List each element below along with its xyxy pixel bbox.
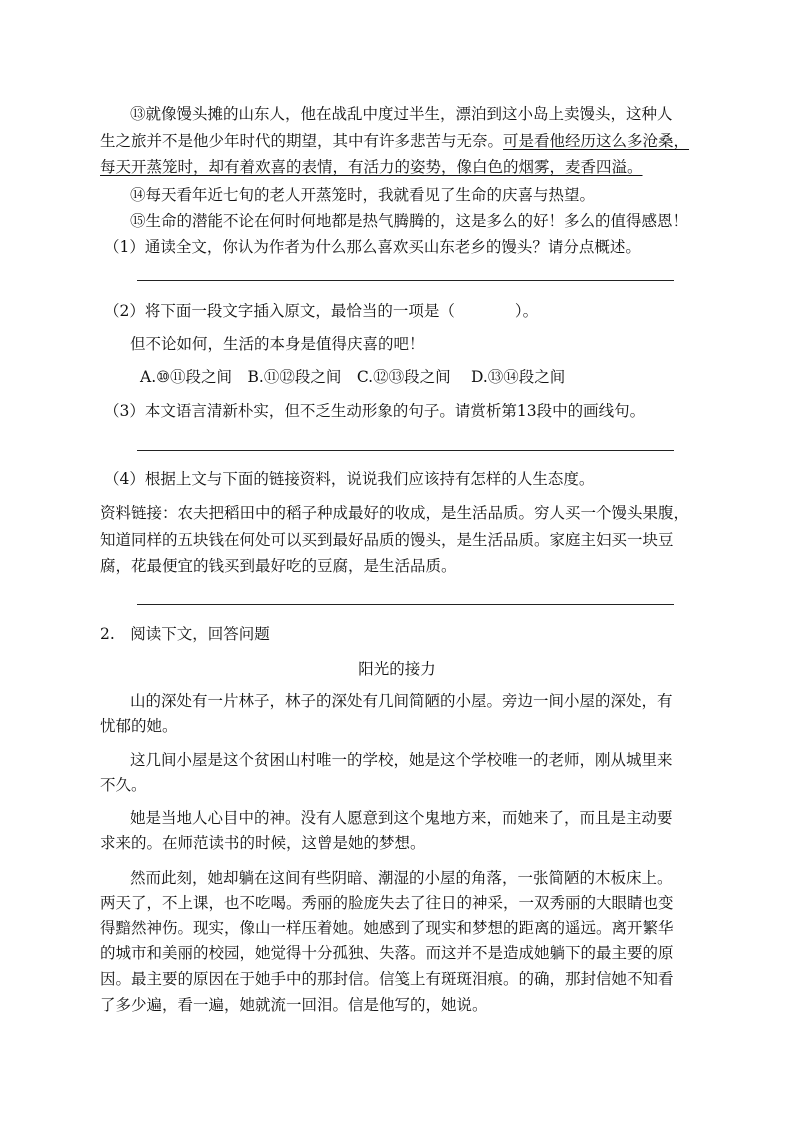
article-title: 阳光的接力 [358,660,436,678]
question-1: （1）通读全文，你认为作者为什么那么喜欢买山东老乡的馒头？请分点概述。 [104,238,641,256]
question-3: （3）本文语言清新朴实，但不乏生动形象的句子。请赏析第13段中的画线句。 [104,402,646,420]
article-para-4-line-1: 然而此刻，她却躺在这间有些阴暗、潮湿的小屋的角落，一张简陋的木板床上。 [130,869,673,887]
article-para-1-line-2: 忧郁的她。 [100,717,178,735]
section-2-heading: 2. 阅读下文，回答问题 [100,625,270,643]
article-para-4-line-4: 的城市和美丽的校园，她觉得十分孤独、失落。而这并不是造成她躺下的最主要的原 [100,944,674,962]
article-para-3-line-2: 求来的。在师范读书的时候，这曾是她的梦想。 [100,834,426,852]
question-2-options: A.⑩⑪段之间 B.⑪⑫段之间 C.⑫⑬段之间 D.⑬⑭段之间 [140,368,566,386]
question-4: （4）根据上文与下面的链接资料，说说我们应该持有怎样的人生态度。 [104,470,595,488]
underlined-sentence-part-2: 每天开蒸笼时，却有着欢喜的表情，有活力的姿势，像白色的烟雾，麦香四溢。 [100,158,643,176]
article-para-4-line-6: 了多少遍，看一遍，她就流一回泪。信是他写的，她说。 [100,996,488,1014]
article-para-2-line-2: 不久。 [100,776,147,794]
article-para-4-line-5: 因。最主要的原因在于她手中的那封信。信笺上有斑斑泪痕。的确，那封信她不知看 [100,970,674,988]
material-line-2: 知道同样的五块钱在何处可以买到最好品质的馒头，是生活品质。家庭主妇买一块豆 [100,531,674,549]
question-2 [104,301,714,321]
answer-line-1 [137,280,674,281]
paragraph-14: ⑭每天看年近七旬的老人开蒸笼时，我就看见了生命的庆喜与热望。 [130,186,596,204]
question-2-suffix: ）。 [514,302,539,320]
question-2-prompt: （2）将下面一段文字插入原文，最恰当的一项是（ [104,302,455,320]
paragraph-13-line-2 [100,131,710,151]
insert-sentence: 但不论如何，生活的本身是值得庆喜的吧！ [130,335,425,353]
paragraph-13-text: 生之旅并不是他少年时代的期望，其中有许多悲苦与无奈。 [100,132,504,150]
article-para-4-line-3: 得黯然神伤。现实，像山一样压着她。她感到了现实和梦想的距离的遥远。离开繁华 [100,919,674,937]
material-line-3: 腐，花最便宜的钱买到最好吃的豆腐，是生活品质。 [100,557,457,575]
article-para-4-line-2: 两天了，不上课，也不吃喝。秀丽的脸庞失去了往日的神采，一双秀丽的大眼睛也变 [100,894,674,912]
underlined-sentence-part-1: 可是看他经历这么多沧桑， [503,132,690,150]
material-line-1: 资料链接：农夫把稻田中的稻子种成最好的收成，是生活品质。穷人买一个馒头果腹， [100,504,690,522]
article-para-3-line-1: 她是当地人心目中的神。没有人愿意到这个鬼地方来，而她来了，而且是主动要 [130,809,673,827]
paragraph-15: ⑮生命的潜能不论在何时何地都是热气腾腾的，这是多么的好！多么的值得感恩！ [130,212,689,230]
article-para-2-line-1: 这几间小屋是这个贫困山村唯一的学校，她是这个学校唯一的老师，刚从城里来 [130,751,673,769]
paragraph-13-line-1: ⑬就像馒头摊的山东人，他在战乱中度过半生，漂泊到这小岛上卖馒头，这种人 [130,105,673,123]
article-para-1-line-1: 山的深处有一片林子，林子的深处有几间简陋的小屋。旁边一间小屋的深处，有 [130,692,673,710]
answer-line-3 [137,450,674,451]
answer-line-4 [137,604,674,605]
